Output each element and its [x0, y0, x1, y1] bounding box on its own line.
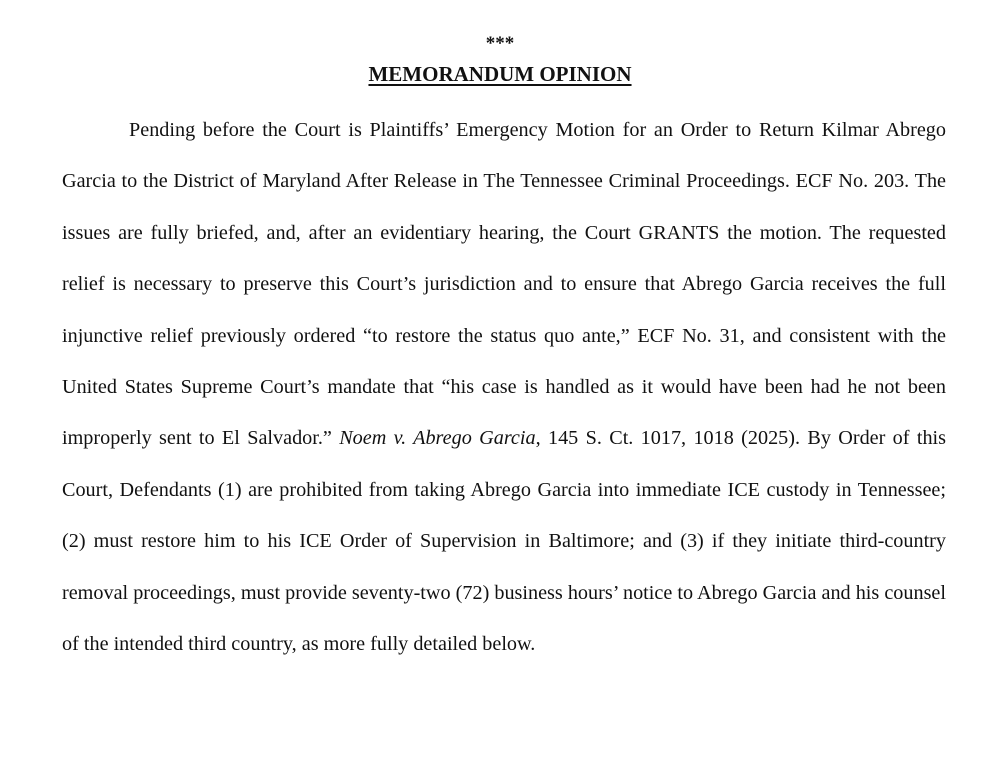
opinion-paragraph	[62, 105, 946, 670]
section-separator: ***	[485, 33, 515, 54]
paragraph-text-part2: , 145 S. Ct. 1017, 1018 (2025). By Order of this Court, Defendants (1) are prohibited from taking Abrego Garcia into immediate ICE custody in Tennessee; (2) must restore him to his ICE Order of Supervision in Baltimore; and (3) if they initiate third-country removal proceedings, must provide seventy-two (72) business hours’ notice to Abrego Garcia and his counsel of the intended third country, as more fully detailed below.	[62, 427, 947, 656]
page-title: MEMORANDUM OPINION	[368, 62, 632, 86]
case-citation: Noem v. Abrego Garcia	[339, 427, 536, 450]
paragraph-text-part1: Pending before the Court is Plaintiffs’ Emergency Motion for an Order to Return Kilmar Abrego Garcia to the District of Maryland After Release in The Tennessee Criminal Proceedings. ECF No. 203. The issues are fully briefed, and, after an evidentiary hearing, the Court GRANTS the motion. The requested relief is necessary to preserve this Court’s jurisdiction and to ensure that Abrego Garcia receives the full injunctive relief previously ordered “to restore the status quo ante,” ECF No. 31, and consistent with the United States Supreme Court’s mandate that “his case is handled as it would have been had he not been improperly sent to El Salvador.”	[62, 119, 946, 450]
